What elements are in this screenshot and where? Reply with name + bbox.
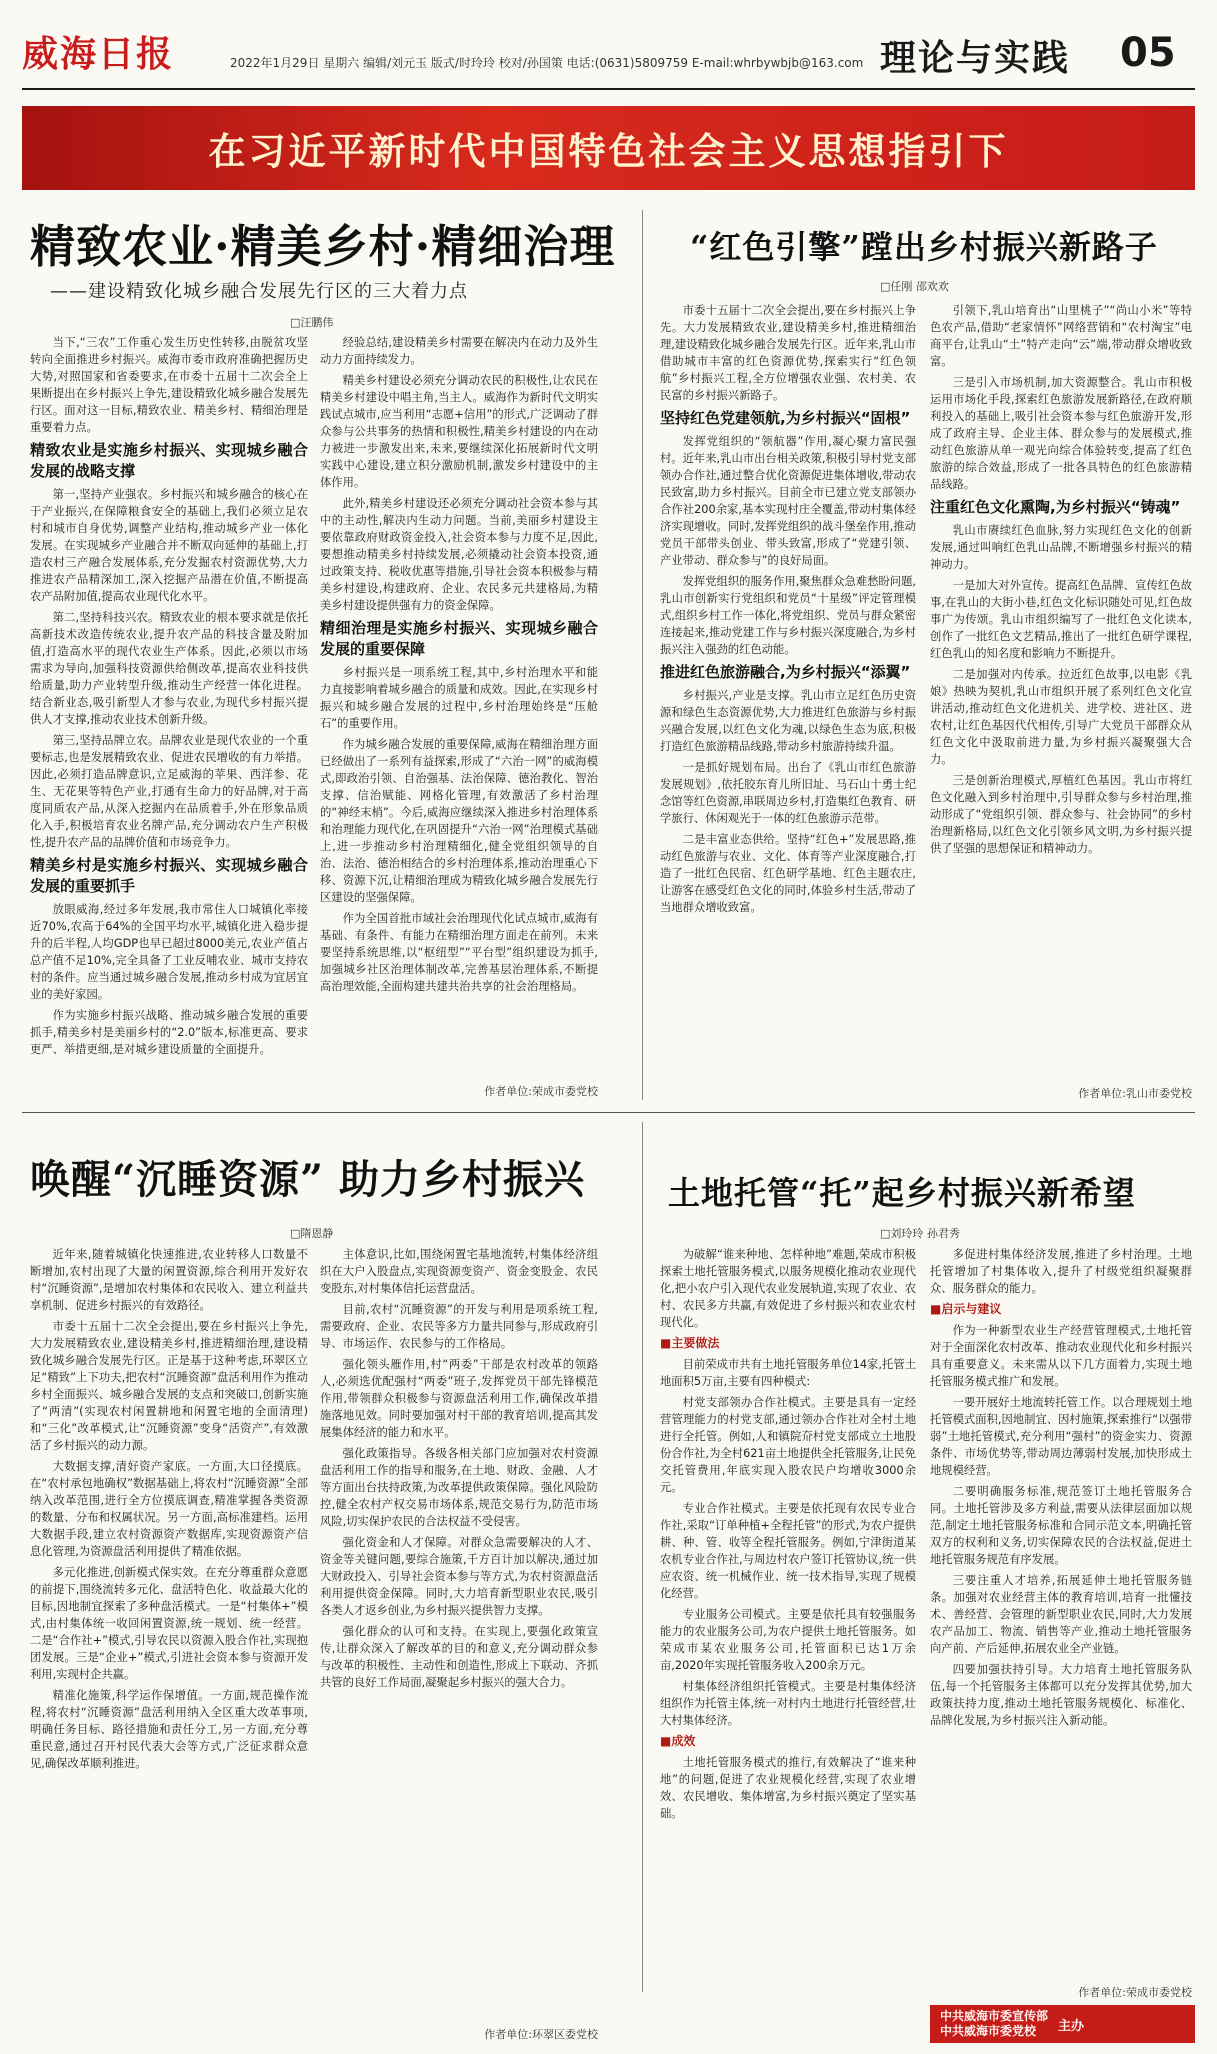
paragraph: 引领下,乳山培育出“山里桃子”“尚山小米”等特色农产品,借助“老家情怀”网络营销和“农村淘宝”电商平台,让乳山“土”特产走向“云”端,带动群众增收致富。 [930, 304, 1192, 368]
article2-column-2 [930, 302, 1192, 1082]
organizer-line-2: 中共威海市委党校 [940, 2024, 1037, 2038]
column-divider [642, 1122, 643, 1992]
article2-section-heading-1: 坚持红色党建领航,为乡村振兴“固根” [660, 409, 911, 427]
paragraph: 强化领头雁作用,村“两委”干部是农村改革的领路人,必须选优配强村“两委”班子,发挥党员干部先锋模范作用,带领群众积极参与资源盘活利用工作,确保改革措施落地见效。同时要加强对村干部的教育培训,提高其发展集体经济的能力和水平。 [320, 1358, 598, 1439]
article4-column-2 [930, 1246, 1192, 1981]
article2-byline: □任刚 邵欢欢 [880, 280, 949, 293]
article1-byline: □汪鹏伟 [290, 316, 334, 329]
article1-column-1 [30, 334, 308, 1094]
paragraph: 三要注重人才培养,拓展延伸土地托管服务链条。加强对农业经营主体的教育培训,培育一批懂技术、善经营、会管理的新型职业农民,同时,大力发展农产品加工、物流、销售等产业,推动土地托管服务向产前、产后延伸,拓展农业全产业链。 [930, 1574, 1192, 1655]
paragraph: 一要开展好土地流转托管工作。以合理规划土地托管模式面积,因地制宜、因村施策,探索推行“以强带弱”土地托管模式,充分利用“强村”的资金实力、资源条件、市场优势等,带动周边薄弱村发展,加快形成土地规模经营。 [930, 1396, 1192, 1477]
paragraph: 二是加强对内传承。拉近红色故事,以电影《乳娘》热映为契机,乳山市组织开展了系列红色文化宣讲活动,推动红色文化进机关、进学校、进社区、进农村,让红色基因代代相传,引导广大党员干部群众从红色文化中汲取前进力量,为乡村振兴凝聚强大合力。 [930, 668, 1192, 766]
paragraph: 作为城乡融合发展的重要保障,威海在精细治理方面已经做出了一系列有益探索,形成了“六治一网”的威海模式,即政治引领、自治强基、法治保障、德治教化、智治支撑、信治赋能、网格化管理,有效激活了乡村治理的“神经末梢”。今后,威海应继续深入推进乡村治理体系和治理能力现代化,在巩固提升“六治一网”治理模式基础上,进一步推动乡村治理精细化,健全党组织领导的自治、法治、德治相结合的乡村治理体系,推动治理重心下移、资源下沉,让精细治理成为精致化城乡融合发展先行区建设的坚强保障。 [320, 738, 598, 904]
article1-subtitle: ——建设精致化城乡融合发展先行区的三大着力点 [50, 281, 468, 302]
paragraph: 一是抓好规划布局。出台了《乳山市红色旅游发展规划》,依托胶东育儿所旧址、马石山十勇士纪念馆等红色资源,串联周边乡村,打造集红色教育、研学旅行、休闲观光于一体的红色旅游示范带。 [660, 761, 916, 825]
paragraph: 市委十五届十二次全会提出,要在乡村振兴上争先,大力发展精致农业,建设精美乡村,推进精细治理,建设精致化城乡融合发展先行区。正是基于这种考虑,环翠区立足“精致”上下功夫,把农村“沉睡资源”盘活利用作为推动乡村全面振兴、城乡融合发展的支点和突破口,创新实施了“两清”(实现农村闲置耕地和闲置宅地的全面清理)和“三化”改革模式,让“沉睡资源”变身“活资产”,有效激活了乡村振兴的动力源。 [30, 1320, 308, 1452]
column-divider [642, 210, 643, 1100]
paragraph: 乳山市赓续红色血脉,努力实现红色文化的创新发展,通过叫响红色乳山品牌,不断增强乡村振兴的精神动力。 [930, 524, 1192, 571]
article2-section-heading-2: 推进红色旅游融合,为乡村振兴“添翼” [660, 663, 911, 681]
paragraph: 作为实施乡村振兴战略、推动城乡融合发展的重要抓手,精美乡村是美丽乡村的“2.0”版本,标准更高、要求更严、举措更细,是对城乡建设质量的全面提升。 [30, 1009, 308, 1056]
article1-column-2 [320, 334, 598, 1082]
paragraph: 精美乡村建设必须充分调动农民的积极性,让农民在精美乡村建设中唱主角,当主人。威海作为新时代文明实践试点城市,应当利用“志愿+信用”的形式,广泛调动了群众参与公共事务的热情和积极性,精美乡村建设的内在动力被进一步激发出来,未来,要继续深化拓展新时代文明实践中心建设,建立积分激励机制,激发乡村建设中的主体作用。 [320, 374, 598, 489]
paragraph: 村党支部领办合作社模式。主要是具有一定经营管理能力的村党支部,通过领办合作社对全村土地进行全托管。例如,人和镇院夼村党支部成立土地股份合作社,为全村621亩土地提供全托管服务,让民免交托管费用,年底实现入股农民户均增收3000余元。 [660, 1396, 916, 1494]
paragraph: 作为全国首批市域社会治理现代化试点城市,威海有基础、有条件、有能力在精细治理方面走在前列。未来要坚持系统思维,以“枢纽型”“平台型”组织建设为抓手,加强城乡社区治理体制改革,完善基层治理体系,不断提高治理效能,全面构建共建共治共享的社会治理格局。 [320, 912, 598, 993]
newspaper-logo: 威海日报 [22, 33, 175, 75]
paragraph: 强化群众的认可和支持。在实现上,要强化政策宣传,让群众深入了解改革的目的和意义,充分调动群众参与改革的积极性、主动性和创造性,形成上下联动、齐抓共管的良好工作局面,凝聚起乡村振兴的强大合力。 [320, 1625, 598, 1689]
paragraph: 近年来,随着城镇化快速推进,农业转移人口数量不断增加,农村出现了大量的闲置资源,综合利用开发好农村“沉睡资源”,是增加农村集体和农民收入、建立利益共享机制、促进乡村振兴的有效路径。 [30, 1248, 308, 1312]
paragraph: 三是创新治理模式,厚植红色基因。乳山市将红色文化融入到乡村治理中,引导群众参与乡村治理,推动形成了“党组织引领、群众参与、社会协同”的乡村治理新格局,以红色文化引领乡风文明,为乡村振兴提供了坚强的思想保证和精神动力。 [930, 774, 1192, 855]
paragraph: 目前,农村“沉睡资源”的开发与利用是项系统工程,需要政府、企业、农民等多方力量共同参与,形成政府引导、市场运作、农民参与的工作格局。 [320, 1303, 598, 1350]
article4-column-1 [660, 1246, 916, 2046]
paragraph: 当下,“三农”工作重心发生历史性转移,由脱贫攻坚转向全面推进乡村振兴。威海市委市政府准确把握历史大势,对照国家和省委要求,在市委十五届十二次会全上果断提出在乡村振兴上争先,建设精致化城乡融合发展先行区。面对这一目标,精致农业、精美乡村、精细治理是重要着力点。 [30, 336, 308, 434]
issue-meta-line: 2022年1月29日 星期六 编辑/刘元玉 版式/时玲玲 校对/孙国策 电话:(0631)5809759 E-mail:whrbywbjb@163.com [230, 56, 864, 70]
section-title: 理论与实践 [880, 38, 1071, 79]
theme-banner [22, 106, 1195, 190]
paragraph: 主体意识,比如,围绕闲置宅基地流转,村集体经济组织在大户入股盘点,实现资源变资产、资金变股金、农民变股东,对村集体信托运营盘活。 [320, 1248, 598, 1295]
paragraph: 乡村振兴,产业是支撑。乳山市立足红色历史资源和绿色生态资源优势,大力推进红色旅游与乡村振兴融合发展,以红色文化为魂,以绿色生态为底,积极打造红色旅游精品线路,带动乡村旅游持续升温。 [660, 689, 916, 753]
paragraph: 专业合作社模式。主要是依托现有农民专业合作社,采取“订单种植+全程托管”的形式,为农户提供耕、种、管、收等全程托管服务。例如,宁津街道某农机专业合作社,与周边村农户签订托管协议,统一供应农资、统一机械作业、统一技术指导,实现了规模化经营。 [660, 1502, 916, 1600]
paragraph: 土地托管服务模式的推行,有效解决了“谁来种地”的问题,促进了农业规模化经营,实现了农业增效、农民增收、集体增富,为乡村振兴奠定了坚实基础。 [660, 1756, 916, 1820]
article4-subhead-suggestions: ■启示与建议 [930, 1302, 1002, 1316]
paragraph: 为破解“谁来种地、怎样种地”难题,荣成市积极探索土地托管服务模式,以服务规模化推动农业现代化,把小农户引入现代农业发展轨道,实现了农业、农村、农民多方共赢,有效促进了乡村振兴和农业农村现代化。 [660, 1248, 916, 1329]
masthead [0, 0, 1217, 90]
paragraph: 多促进村集体经济发展,推进了乡村治理。土地托管增加了村集体收入,提升了村级党组织凝聚群众、服务群众的能力。 [930, 1248, 1192, 1295]
organizer-line-1: 中共威海市委宣传部 [940, 2009, 1049, 2023]
article1-author-note: 作者单位:荣成市委党校 [484, 1085, 598, 1098]
masthead-rule [22, 88, 1195, 90]
paragraph: 大数据支撑,清好资产家底。一方面,大口径摸底。在“农村承包地确权”数据基础上,将农村“沉睡资源”全部纳入改革范围,进行全方位摸底调查,精准掌握各类资源的数量、分布和权属状况。另一方面,高标准建档。运用大数据手段,建立农村资源资产数据库,实现资源资产信息化管理,为资源盘活利用提供了精准依据。 [30, 1460, 308, 1558]
paragraph: 二是丰富业态供给。坚持“红色+”发展思路,推动红色旅游与农业、文化、体育等产业深度融合,打造了一批红色民宿、红色研学基地、红色主题农庄,让游客在感受红色文化的同时,体验乡村生活,带动了当地群众增收致富。 [660, 833, 916, 914]
paragraph: 三是引入市场机制,加大资源整合。乳山市积极运用市场化手段,探索红色旅游发展新路径,在政府顺利投入的基础上,吸引社会资本参与红色旅游开发,形成了政府主导、企业主体、群众参与的发展模式,推动红色旅游从单一观光向综合体验转变,提高了红色旅游的综合效益,形成了一批各具特色的红色旅游精品线路。 [930, 376, 1192, 491]
paragraph: 二要明确服务标准,规范签订土地托管服务合同。土地托管涉及多方利益,需要从法律层面加以规范,制定土地托管服务标准和合同示范文本,明确托管双方的权利和义务,切实保障农民的合法权益,促进土地托管服务规范有序发展。 [930, 1485, 1192, 1566]
paragraph: 发挥党组织的“领航器”作用,凝心聚力富民强村。近年来,乳山市出台相关政策,积极引导村党支部领办合作社,通过整合优化资源促进集体增收,带动农民致富,助力乡村振兴。目前全市已建立党支部领办合作社200余家,基本实现村庄全覆盖,带动村集体经济实现增收。同时,发挥党组织的战斗堡垒作用,推动党员干部带头创业、带头致富,形成了“党建引领、产业带动、群众参与”的良好局面。 [660, 435, 916, 567]
article3-author-note: 作者单位:环翠区委党校 [484, 2028, 598, 2041]
paragraph: 发挥党组织的服务作用,聚焦群众急难愁盼问题,乳山市创新实行党组织和党员“十星级”评定管理模式,组织乡村工作一体化,将党组织、党员与群众紧密连接起来,推动党建工作与乡村振兴深度融合,为乡村振兴注入强劲的红色动能。 [660, 575, 916, 656]
paragraph: 专业服务公司模式。主要是依托具有较强服务能力的农业服务公司,为农户提供土地托管服务。如荣成市某农业服务公司,托管面积已达1万余亩,2020年实现托管服务收入200余万元。 [660, 1608, 916, 1672]
section-divider [22, 1112, 1195, 1113]
paragraph: 强化资金和人才保障。对群众急需要解决的人才、资金等关键问题,要综合施策,千方百计加以解决,通过加大财政投入、引导社会资本参与等方式,为农村资源盘活利用提供资金保障。同时,大力培育新型职业农民,吸引各类人才返乡创业,为乡村振兴提供智力支撑。 [320, 1536, 598, 1617]
article2-column-1 [660, 302, 916, 1092]
paragraph: 乡村振兴是一项系统工程,其中,乡村治理水平和能力直接影响着城乡融合的质量和成效。因此,在实现乡村振兴和城乡融合发展的过程中,乡村治理始终是“压舱石”的重要作用。 [320, 666, 598, 730]
article3-byline: □隋恩静 [290, 1227, 334, 1240]
paragraph: 此外,精美乡村建设还必须充分调动社会资本参与其中的主动性,解决内生动力问题。当前,美丽乡村建设主要依靠政府财政资金投入,社会资本参与力度不足,因此,要想推动精美乡村持续发展,必须撬动社会资本投资,通过政策支持、税收优惠等措施,引导社会资本积极参与精美乡村建设,构建政府、企业、农民多元共建格局,为精美乡村建设提供强有力的资金保障。 [320, 497, 598, 612]
article3-column-2 [320, 1246, 598, 2022]
paragraph: 一是加大对外宣传。提高红色品牌、宣传红色故事,在乳山的大街小巷,红色文化标识随处可见,红色故事广为传颂。乳山市组织编写了一批红色文化读本,创作了一批红色文艺精品,推出了一批红色研学课程,红色乳山的知名度和影响力不断提升。 [930, 579, 1192, 660]
banner-text: 在习近平新时代中国特色社会主义思想指引下 [208, 130, 1009, 173]
paragraph: 多元化推进,创新模式保实效。在充分尊重群众意愿的前提下,围绕流转多元化、盘活特色化、收益最大化的目标,因地制宜探索了多种盘活模式。一是“村集体+”模式,由村集体统一收回闲置资源,统一规划、统一经营。二是“合作社+”模式,引导农民以资源入股合作社,实现抱团发展。三是“企业+”模式,引进社会资本参与资源开发利用,实现村企共赢。 [30, 1566, 308, 1681]
paragraph: 第一,坚持产业强农。乡村振兴和城乡融合的核心在于产业振兴,在保障粮食安全的基础上,我们必须立足农村和城市自身优势,调整产业结构,推动城乡产业一体化发展。在实现城乡产业融合并不断双向延伸的基础上,打造农村三产融合发展体系,充分发掘农村资源优势,大力推进农产品精深加工,深入挖掘产品潜在价值,不断提高农产品附加值,提高农业现代化水平。 [30, 488, 308, 603]
article3-column-1 [30, 1246, 308, 2046]
paragraph: 经验总结,建设精美乡村需要在解决内在动力及外生动力方面持续发力。 [320, 336, 598, 366]
paragraph: 市委十五届十二次全会提出,要在乡村振兴上争先。大力发展精致农业,建设精美乡村,推进精细治理,建设精致化城乡融合发展先行区。近年来,乳山市借助城市丰富的红色资源优势,探索实行“红色领航”乡村振兴工程,全方位增强农业强、农村美、农民富的乡村振兴新路子。 [660, 304, 916, 402]
paragraph: 放眼威海,经过多年发展,我市常住人口城镇化率接近70%,农高于64%的全国平均水平,城镇化进入稳步提升的后半程,人均GDP也早已超过8000美元,农业产值占总产值不足10%,完全具备了工业反哺农业、城市支持农村的条件。应当通过城乡融合发展,推动乡村成为宜居宜业的美好家园。 [30, 903, 308, 1001]
article4-byline: □刘玲玲 孙君秀 [880, 1227, 960, 1240]
article1-section-heading-2: 精美乡村是实施乡村振兴、实现城乡融合发展的重要抓手 [30, 856, 308, 895]
page-number: 05 [1120, 30, 1176, 76]
paragraph: 村集体经济组织托管模式。主要是村集体经济组织作为托管主体,统一对村内土地进行托管经营,壮大村集体经济。 [660, 1680, 916, 1727]
paragraph: 第三,坚持品牌立农。品牌农业是现代农业的一个重要标志,也是发展精致农业、促进农民增收的有力举措。因此,必须打造品牌意识,立足威海的苹果、西洋参、花生、无花果等特色产业,打通有生命力的好品牌,对于高度同质农产品,从深入挖掘内在品质着手,外在形象品质化入手,积极培育农业名牌产品,充分调动农户生产积极性,提升农产品的品牌价值和市场竞争力。 [30, 734, 308, 849]
paragraph: 四要加强扶持引导。大力培育土地托管服务队伍,每一个托管服务主体都可以充分发挥其优势,加大政策扶持力度,推动土地托管服务规模化、标准化、品牌化发展,为乡村振兴注入新动能。 [930, 1663, 1192, 1727]
article2-section-heading-3: 注重红色文化熏陶,为乡村振兴“铸魂” [930, 498, 1181, 516]
article4-subhead-results: ■成效 [660, 1734, 696, 1748]
organizer-names [940, 2009, 1048, 2039]
paragraph: 精准化施策,科学运作保增值。一方面,规范操作流程,将农村“沉睡资源”盘活利用纳入全区重大改革事项,明确任务目标、路径措施和责任分工,另一方面,充分尊重民意,通过召开村民代表大会等方式,广泛征求群众意见,确保改革顺利推进。 [30, 1689, 308, 1770]
article3-title: 唤醒“沉睡资源” 助力乡村振兴 [30, 1156, 585, 1203]
article4-title: 土地托管“托”起乡村振兴新希望 [668, 1174, 1136, 1212]
organizer-host-label: 主办 [1058, 2018, 1085, 2034]
paragraph: 作为一种新型农业生产经营管理模式,土地托管对于全面深化农村改革、推动农业现代化和乡村振兴具有重要意义。未来需从以下几方面着力,实现土地托管服务模式推广和发展。 [930, 1324, 1192, 1388]
article1-section-heading-3: 精细治理是实施乡村振兴、实现城乡融合发展的重要保障 [320, 619, 598, 658]
paragraph: 强化政策指导。各级各相关部门应加强对农村资源盘活利用工作的指导和服务,在土地、财政、金融、人才等方面出台扶持政策,为改革提供政策保障。强化风险防控,健全农村产权交易市场体系,规范交易行为,防范市场风险,切实保护农民的合法权益不受侵害。 [320, 1447, 598, 1528]
article2-author-note: 作者单位:乳山市委党校 [1078, 1087, 1192, 1100]
article2-title: “红色引擎”蹚出乡村振兴新路子 [690, 228, 1158, 266]
article1-title: 精致农业·精美乡村·精细治理 [30, 220, 616, 273]
article1-section-heading-1: 精致农业是实施乡村振兴、实现城乡融合发展的战略支撑 [30, 441, 308, 480]
article4-author-note: 作者单位:荣成市委党校 [1078, 1986, 1192, 1999]
paragraph: 目前荣成市共有土地托管服务单位14家,托管土地面积5万亩,主要有四种模式: [660, 1358, 916, 1388]
paragraph: 第二,坚持科技兴农。精致农业的根本要求就是依托高新技术改造传统农业,提升农产品的科技含量及附加值,打造高水平的现代农业生产体系。因此,必须以市场需求为导向,加强科技资源供给侧改革,提高农业科技供给质量,助力产业转型升级,推动生产经营一体化进程。结合新业态,吸引新型人才参与农业,为现代乡村振兴提供人才支撑,推动农业技术创新升级。 [30, 611, 308, 726]
article4-subhead-main-practice: ■主要做法 [660, 1336, 720, 1350]
organizer-box [930, 2005, 1195, 2043]
